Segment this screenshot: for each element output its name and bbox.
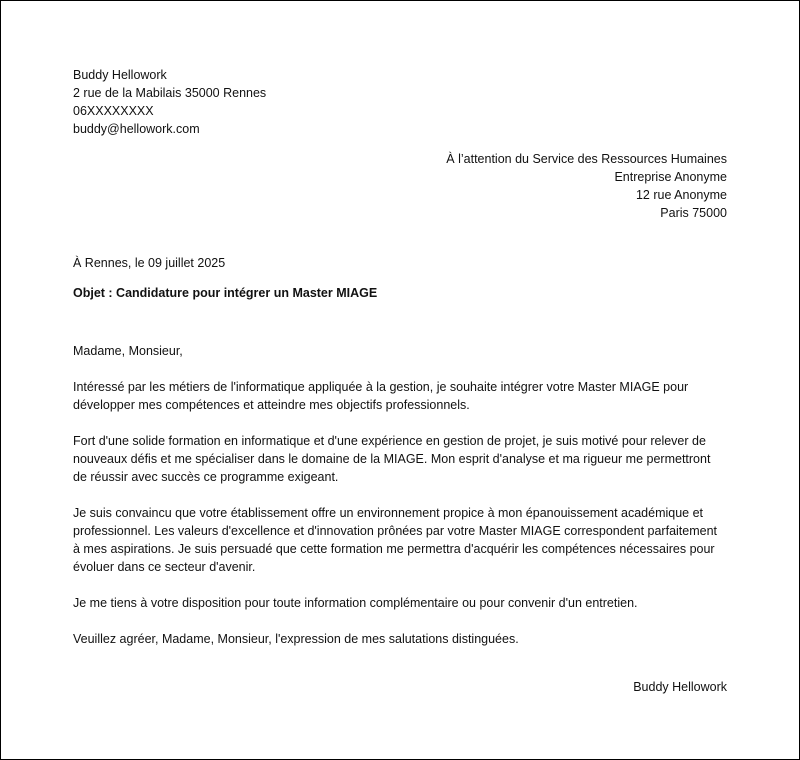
recipient-street: 12 rue Anonyme [635, 188, 727, 202]
salutation: Madame, Monsieur, [73, 344, 183, 358]
sender-phone: 06XXXXXXXX [73, 104, 154, 118]
paragraph-5: Veuillez agréer, Madame, Monsieur, l'expression de mes salutations distinguées. [73, 632, 519, 646]
sender-block [73, 66, 266, 138]
recipient-attention: À l’attention du Service des Ressources Humaines [446, 152, 727, 166]
subject-line: Objet : Candidature pour intégrer un Master MIAGE [73, 286, 378, 300]
recipient-city: Paris 75000 [660, 206, 727, 220]
paragraph-3: Je suis convaincu que votre établissement offre un environnement propice à mon épanouissement académique et professionnel. Les valeurs d'excellence et d'innovation prônées par votre Master MIAGE correspondent parfaitement à mes aspirations. Je suis persuadé que cette formation me permettra d'acquérir les compétences nécessaires pour évoluer dans ce secteur d'avenir. [73, 506, 718, 574]
date-line: À Rennes, le 09 juillet 2025 [73, 256, 226, 270]
recipient-block [446, 150, 727, 222]
letter-body [73, 342, 727, 666]
recipient-company: Entreprise Anonyme [614, 170, 727, 184]
paragraph-2: Fort d'une solide formation en informatique et d'une expérience en gestion de projet, je suis motivé pour relever de nouveaux défis et me spécialiser dans le domaine de la MIAGE. Mon esprit d'analyse et ma rigueur me permettront de réussir avec succès ce programme exigeant. [73, 434, 711, 484]
paragraph-4: Je me tiens à votre disposition pour toute information complémentaire ou pour convenir d'un entretien. [73, 596, 638, 610]
sender-address: 2 rue de la Mabilais 35000 Rennes [73, 86, 267, 100]
signature: Buddy Hellowork [633, 680, 727, 694]
sender-email: buddy@hellowork.com [73, 122, 200, 136]
sender-name: Buddy Hellowork [73, 68, 167, 82]
paragraph-1: Intéressé par les métiers de l'informatique appliquée à la gestion, je souhaite intégrer votre Master MIAGE pour développer mes compétences et atteindre mes objectifs professionnels. [73, 380, 689, 412]
